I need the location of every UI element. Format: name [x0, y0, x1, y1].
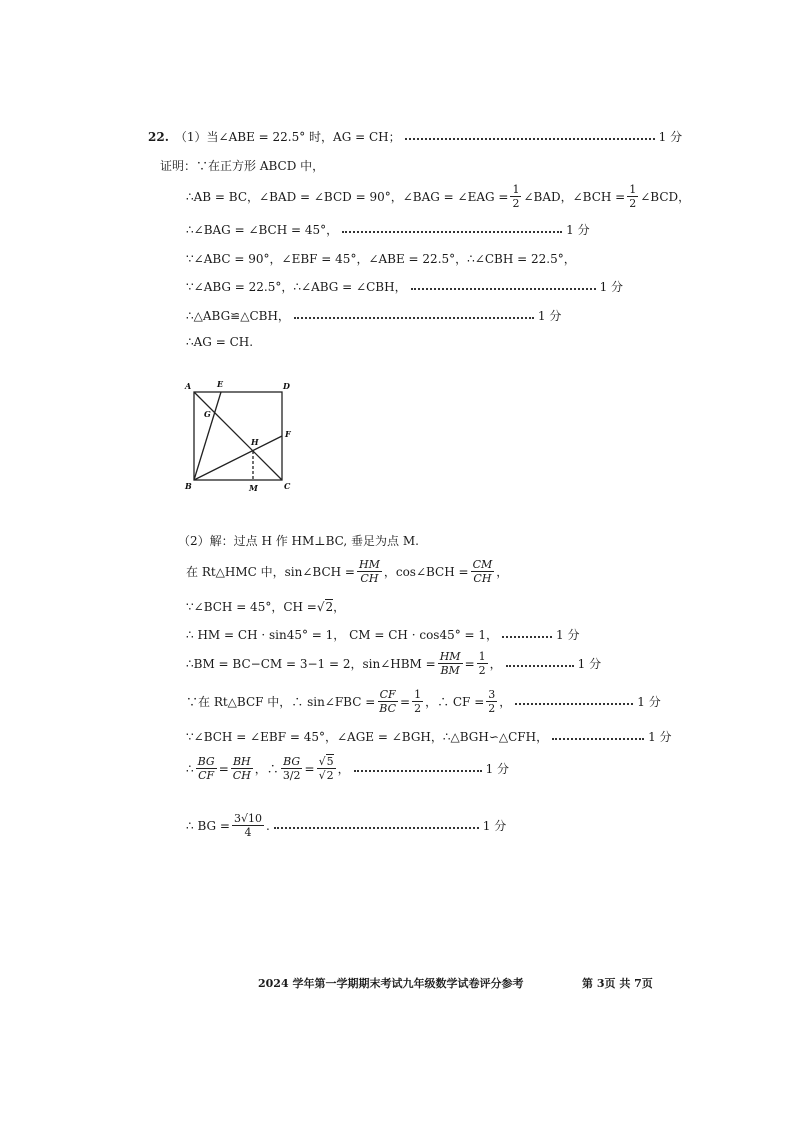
- score: 1 分: [658, 130, 683, 144]
- solution-text: ∵∠BCH = 45°，CH =: [186, 600, 317, 614]
- solution-line-8: [186, 812, 506, 839]
- proof-line-2: [186, 221, 590, 238]
- solution-text: ，∴ CF =: [425, 695, 485, 709]
- proof-line-3: [186, 250, 576, 267]
- score: 1 分: [577, 657, 602, 671]
- fraction-answer: $\frac{3√10}{4}$: [233, 812, 262, 839]
- solution-line-3: [186, 626, 580, 643]
- proof-text: ∴△ABG≌△CBH，: [186, 309, 290, 323]
- fraction: $\frac{CF}{BC}$: [379, 688, 396, 715]
- fraction-sqrt: $\frac{√5}{√2}$: [318, 755, 334, 782]
- score: 1 分: [482, 819, 507, 833]
- solution-text: 在 Rt△HMC 中，sin∠BCH =: [186, 565, 355, 579]
- score: 1 分: [485, 762, 510, 776]
- fraction: $\frac{CM}{CH}$: [472, 558, 493, 585]
- question-number-line: [148, 128, 682, 145]
- solution-text: ，: [499, 695, 512, 709]
- score-leader: [506, 665, 574, 667]
- geometry-figure: [180, 375, 300, 495]
- score-leader: [274, 827, 479, 829]
- solution-text: .: [265, 818, 270, 833]
- solution-line-5: [186, 688, 661, 715]
- label-b: B: [185, 481, 192, 491]
- score: 1 分: [566, 223, 590, 237]
- proof-text: ∴AG = CH.: [186, 335, 254, 349]
- score-leader: [502, 636, 552, 638]
- label-m: M: [249, 483, 258, 493]
- solution-text: ，: [333, 600, 346, 614]
- fraction: $\frac{1}{2}$: [478, 650, 486, 677]
- solution-text: =: [400, 694, 411, 709]
- score-leader: [552, 738, 644, 740]
- proof-line-4: [186, 278, 623, 295]
- segment-bf: [194, 436, 282, 480]
- score: 1 分: [537, 309, 562, 323]
- solution-text: =: [464, 656, 475, 671]
- label-c: C: [284, 481, 291, 491]
- label-a: A: [185, 381, 192, 391]
- fraction-half: $\frac{1}{2}$: [512, 183, 520, 210]
- solution-line-7: [186, 755, 509, 782]
- solution-line-1: [186, 558, 508, 585]
- label-f: F: [285, 429, 291, 439]
- label-e: E: [217, 379, 224, 389]
- proof-text: ∴AB = BC，∠BAD = ∠BCD = 90°，∠BAG = ∠EAG =: [186, 190, 509, 204]
- fraction: $\frac{BG}{CF}$: [197, 755, 215, 782]
- proof-line-5: [186, 307, 561, 324]
- question-number: 22.: [148, 129, 169, 144]
- fraction: $\frac{BH}{CH}$: [232, 755, 251, 782]
- score: 1 分: [556, 628, 580, 642]
- score-leader: [515, 703, 633, 705]
- fraction: $\frac{HM}{BM}$: [439, 650, 461, 677]
- solution-text: ∴ HM = CH · sin45° = 1， CM = CH · cos45° = 1，: [186, 628, 499, 642]
- part1-heading: （1）当∠ABE = 22.5° 时，AG = CH；: [174, 130, 401, 144]
- solution-text: ∵∠BCH = ∠EBF = 45°，∠AGE = ∠BGH，∴△BGH∽△CFH，: [186, 730, 549, 744]
- solution-text: ∴: [186, 761, 194, 776]
- solution-text: ，: [489, 657, 502, 671]
- fraction-half: $\frac{1}{2}$: [629, 183, 637, 210]
- label-g: G: [204, 409, 211, 419]
- score-leader: [354, 770, 482, 772]
- solution-text: ，cos∠BCH =: [383, 565, 469, 579]
- solution-text: ∴ BG =: [186, 818, 230, 833]
- proof-text: ∵∠ABG = 22.5°，∴∠ABG = ∠CBH，: [186, 280, 407, 294]
- solution-text: =: [304, 761, 315, 776]
- solution-text: ，: [337, 762, 350, 776]
- proof-text: ∠BCD，: [640, 190, 691, 204]
- part2-heading: （2）解：过点 H 作 HM⊥BC, 垂足为点 M.: [178, 534, 419, 548]
- solution-text: ∴BM = BC−CM = 3−1 = 2，sin∠HBM =: [186, 657, 436, 671]
- part2-heading-line: [178, 532, 419, 549]
- page-number: 第 3页 共 7页: [582, 977, 653, 990]
- score: 1 分: [648, 730, 672, 744]
- proof-line-6: [186, 335, 253, 349]
- proof-text: ∠BAD，∠BCH =: [523, 190, 626, 204]
- fraction: $\frac{HM}{CH}$: [359, 558, 380, 585]
- label-d: D: [283, 381, 290, 391]
- fraction: $\frac{BG}{3/2}$: [282, 755, 301, 782]
- score-leader: [405, 138, 655, 140]
- score-leader: [411, 288, 596, 290]
- score: 1 分: [637, 695, 661, 709]
- solution-line-6: [186, 728, 672, 745]
- proof-text: ∴∠BAG = ∠BCH = 45°，: [186, 223, 339, 237]
- solution-text: ∵在 Rt△BCF 中，∴ sin∠FBC =: [186, 695, 376, 709]
- score-leader: [294, 317, 534, 319]
- proof-label: 证明：∵在正方形 ABCD 中，: [160, 159, 325, 173]
- sqrt: √2: [316, 599, 334, 614]
- solution-text: ，∴: [254, 762, 279, 776]
- solution-text: =: [218, 761, 229, 776]
- fraction: $\frac{3}{2}$: [488, 688, 496, 715]
- solution-line-2: [186, 598, 345, 615]
- proof-label-line: [160, 157, 324, 174]
- solution-text: ，: [496, 565, 509, 579]
- fraction: $\frac{1}{2}$: [414, 688, 422, 715]
- solution-line-4: [186, 650, 601, 677]
- footer-title: 2024 学年第一学期期末考试九年级数学试卷评分参考: [258, 977, 524, 990]
- proof-line-1: [186, 183, 690, 210]
- score: 1 分: [599, 280, 624, 294]
- score-leader: [342, 231, 562, 233]
- proof-text: ∵∠ABC = 90°，∠EBF = 45°，∠ABE = 22.5°，∴∠CBH = 22.5°，: [186, 252, 576, 266]
- label-h: H: [251, 437, 259, 447]
